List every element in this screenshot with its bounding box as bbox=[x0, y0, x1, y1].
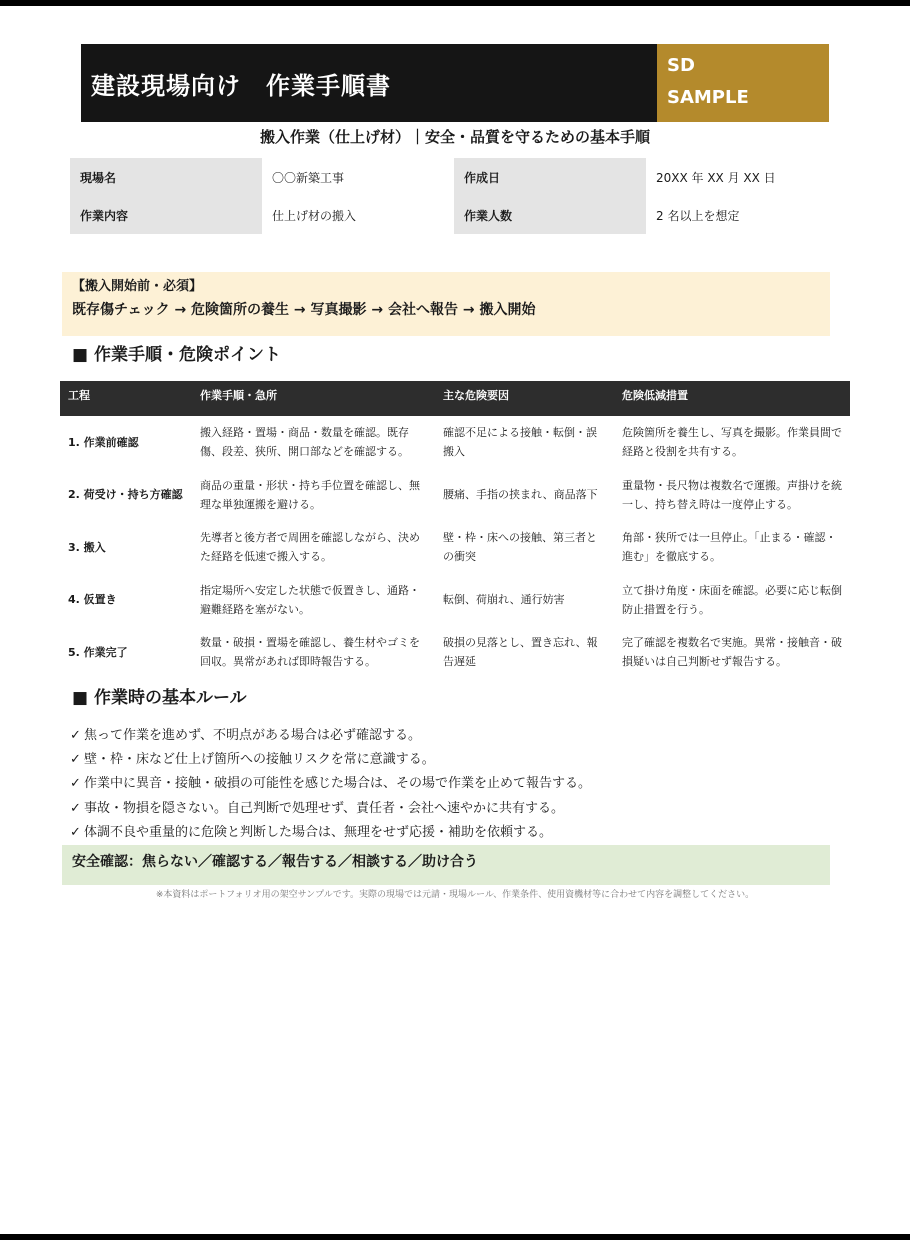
check-icon: ✓ bbox=[70, 752, 81, 768]
step-cell: 3. 搬入 bbox=[68, 540, 106, 554]
pre-work-notice bbox=[62, 272, 830, 336]
check-icon: ✓ bbox=[70, 800, 81, 816]
step-cell: 4. 仮置き bbox=[68, 593, 117, 607]
document-title: 建設現場向け 作業手順書 bbox=[81, 44, 657, 122]
table-row bbox=[60, 521, 850, 574]
site-label: 現場名 bbox=[70, 158, 262, 196]
list-item bbox=[70, 797, 850, 821]
hazard-cell: 腰痛、手指の挟まれ、商品落下 bbox=[443, 488, 598, 502]
badge-line-1: SD bbox=[667, 55, 695, 76]
check-icon: ✓ bbox=[70, 776, 81, 792]
list-item bbox=[70, 748, 850, 772]
measure-cell: 角部・狭所では一旦停止。「止まる・確認・進む」を徹底する。 bbox=[622, 531, 837, 564]
rule-text: 壁・枠・床など仕上げ箇所への接触リスクを常に意識する。 bbox=[84, 752, 435, 768]
step-cell: 2. 荷受け・持ち方確認 bbox=[68, 488, 183, 502]
rule-text: 体調不良や重量的に危険と判断した場合は、無理をせず応援・補助を依頼する。 bbox=[84, 824, 553, 840]
procedure-cell: 搬入経路・置場・商品・数量を確認。既存傷、段差、狭所、開口部などを確認する。 bbox=[200, 426, 409, 459]
procedure-heading: ■ 作業手順・危険ポイント bbox=[72, 345, 281, 365]
date-value: 20XX 年 XX 月 XX 日 bbox=[646, 158, 840, 196]
rule-text: 作業中に異音・接触・破損の可能性を感じた場合は、その場で作業を止めて報告する。 bbox=[84, 776, 592, 792]
staff-value: 2 名以上を想定 bbox=[646, 196, 840, 234]
notice-flow: 既存傷チェック → 危険箇所の養生 → 写真撮影 → 会社へ報告 → 搬入開始 bbox=[72, 302, 536, 318]
table-row bbox=[60, 574, 850, 627]
hazard-cell: 破損の見落とし、置き忘れ、報告遅延 bbox=[443, 636, 598, 669]
procedure-table bbox=[60, 381, 850, 679]
procedure-cell: 商品の重量・形状・持ち手位置を確認し、無理な単独運搬を避ける。 bbox=[200, 478, 420, 511]
step-cell: 5. 作業完了 bbox=[68, 645, 128, 659]
sample-badge bbox=[657, 44, 829, 122]
measure-cell: 完了確認を複数名で実施。異常・接触音・破損疑いは自己判断せず報告する。 bbox=[622, 636, 842, 669]
table-row bbox=[60, 469, 850, 522]
list-item bbox=[70, 821, 850, 845]
measure-cell: 危険箇所を養生し、写真を撮影。作業員間で経路と役割を共有する。 bbox=[622, 426, 842, 459]
list-item bbox=[70, 724, 850, 748]
hazard-cell: 確認不足による接触・転倒・誤搬入 bbox=[443, 426, 597, 459]
rules-list bbox=[70, 724, 850, 845]
check-icon: ✓ bbox=[70, 728, 81, 743]
column-header-step: 工程 bbox=[60, 381, 192, 416]
page-top-border bbox=[0, 0, 910, 6]
procedure-cell: 先導者と後方者で周囲を確認しながら、決めた経路を低速で搬入する。 bbox=[200, 531, 420, 564]
measure-cell: 立て掛け角度・床面を確認。必要に応じ転倒防止措置を行う。 bbox=[622, 583, 842, 616]
document-subtitle: 搬入作業（仕上げ材）｜安全・品質を守るための基本手順 bbox=[259, 128, 650, 146]
document-header bbox=[81, 44, 829, 122]
column-header-hazard: 主な危険要因 bbox=[435, 381, 614, 416]
page-bottom-border bbox=[0, 1234, 910, 1240]
column-header-measure: 危険低減措置 bbox=[614, 381, 850, 416]
table-header-row bbox=[60, 381, 850, 416]
date-label: 作成日 bbox=[454, 158, 646, 196]
footnote: ※本資料はポートフォリオ用の架空サンプルです。実際の現場では元請・現場ルール、作業条件、使用資機材等に合わせて内容を調整してください。 bbox=[155, 890, 755, 900]
table-row bbox=[60, 626, 850, 679]
list-item bbox=[70, 772, 850, 796]
notice-title: 【搬入開始前・必須】 bbox=[72, 279, 203, 294]
work-label: 作業内容 bbox=[70, 196, 262, 234]
site-value: 〇〇新築工事 bbox=[262, 158, 454, 196]
procedure-cell: 数量・破損・置場を確認し、養生材やゴミを回収。異常があれば即時報告する。 bbox=[200, 636, 420, 669]
badge-line-2: SAMPLE bbox=[667, 87, 749, 108]
info-grid bbox=[70, 158, 840, 234]
rule-text: 事故・物損を隠さない。自己判断で処理せず、責任者・会社へ速やかに共有する。 bbox=[84, 800, 564, 816]
rules-heading: ■ 作業時の基本ルール bbox=[72, 688, 247, 708]
hazard-cell: 壁・枠・床への接触、第三者との衝突 bbox=[443, 531, 597, 564]
table-row bbox=[60, 416, 850, 469]
procedure-cell: 指定場所へ安定した状態で仮置きし、通路・避難経路を塞がない。 bbox=[200, 583, 420, 616]
check-icon: ✓ bbox=[70, 824, 81, 840]
staff-label: 作業人数 bbox=[454, 196, 646, 234]
step-cell: 1. 作業前確認 bbox=[68, 435, 139, 449]
work-value: 仕上げ材の搬入 bbox=[262, 196, 454, 234]
column-header-procedure: 作業手順・急所 bbox=[192, 381, 435, 416]
safety-motto: 安全確認：焦らない／確認する／報告する／相談する／助け合う bbox=[62, 845, 830, 885]
rule-text: 焦って作業を進めず、不明点がある場合は必ず確認する。 bbox=[84, 728, 421, 743]
measure-cell: 重量物・長尺物は複数名で運搬。声掛けを統一し、持ち替え時は一度停止する。 bbox=[622, 478, 842, 511]
hazard-cell: 転倒、荷崩れ、通行妨害 bbox=[443, 593, 565, 607]
